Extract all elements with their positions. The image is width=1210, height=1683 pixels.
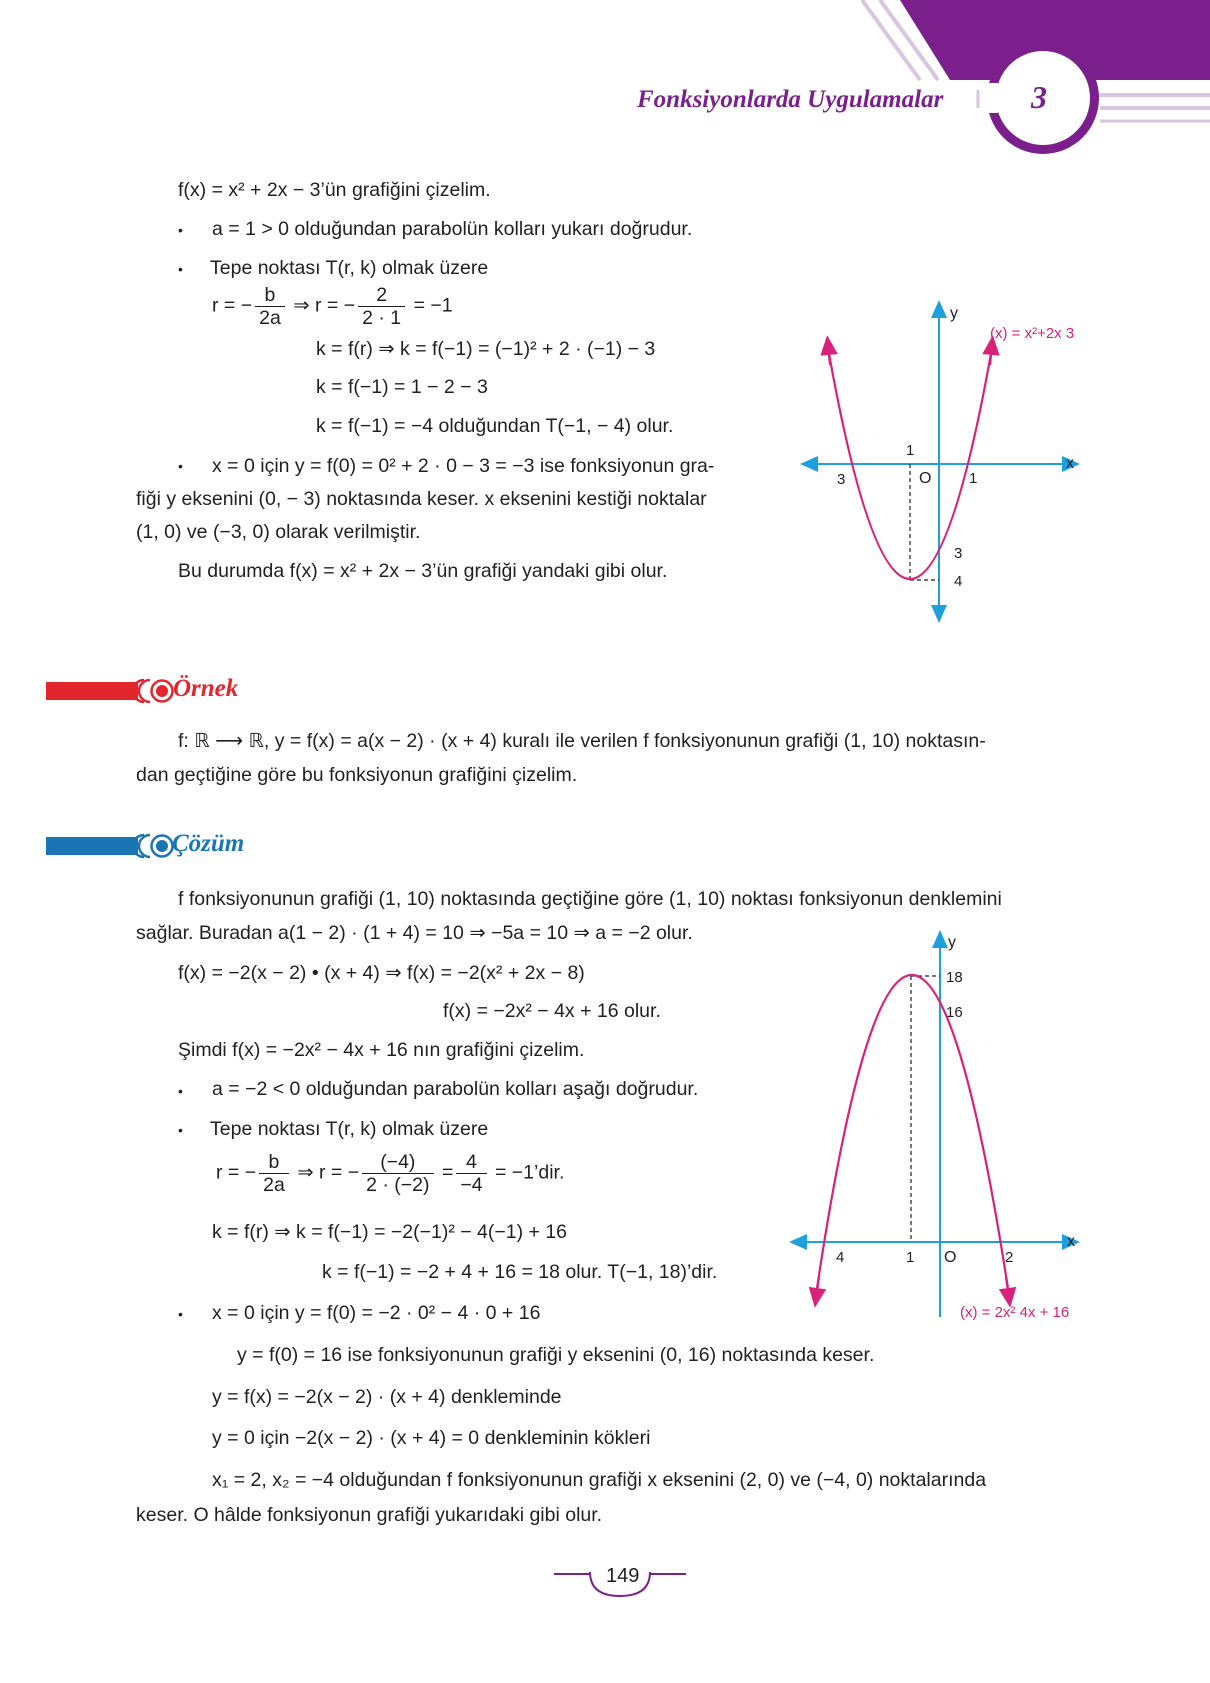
- bullet-dot: •: [178, 1306, 183, 1322]
- s1-bullet2: Tepe noktası T(r, k) olmak üzere: [210, 257, 489, 279]
- cozum-line2: sağlar. Buradan a(1 − 2) · (1 + 4) = 10 ⇒ −5a = 10 ⇒ a = −2 olur.: [136, 922, 693, 944]
- s1-bullet3-l3: (1, 0) ve (−3, 0) olarak verilmiştir.: [136, 521, 421, 543]
- curve-arrow-left: [816, 1277, 819, 1299]
- frac-num: b: [255, 284, 285, 307]
- tick-label: 18: [946, 969, 963, 986]
- fraction: [358, 284, 405, 329]
- function-label: (x) = x²+2x 3: [990, 325, 1075, 342]
- graph-1: [790, 290, 1110, 630]
- cozum-y-int: y = f(0) = 16 ise fonksiyonunun grafiği y eksenini (0, 16) noktasında keser.: [237, 1344, 875, 1366]
- header-title: Fonksiyonlarda Uygulamalar: [637, 86, 944, 113]
- page-number: 149: [606, 1565, 640, 1587]
- graph-2: [780, 925, 1100, 1325]
- frac-den: −4: [460, 1174, 483, 1196]
- cozum-k1: k = f(r) ⇒ k = f(−1) = −2(−1)² − 4(−1) + 16: [212, 1221, 568, 1243]
- s1-k3: k = f(−1) = −4 olduğundan T(−1, − 4) olur.: [316, 415, 674, 437]
- x-axis-label: x: [1066, 455, 1074, 472]
- cozum-bullet1: a = −2 < 0 olduğundan parabolün kolları aşağı doğrudur.: [212, 1078, 699, 1100]
- parabola-curve: [816, 975, 1009, 1295]
- tick-label: 4: [954, 573, 963, 590]
- s1-conclusion: Bu durumda f(x) = x² + 2x − 3’ün grafiği yandaki gibi olur.: [178, 560, 668, 582]
- bullet-dot: •: [178, 1083, 183, 1099]
- cozum-bullet3: x = 0 için y = f(0) = −2 · 0² − 4 · 0 + 16: [212, 1302, 541, 1324]
- frac-den: 2a: [263, 1174, 285, 1196]
- r-lhs: r = −: [216, 1161, 257, 1184]
- curve-arrow-right: [990, 344, 992, 365]
- s1-bullet1: a = 1 > 0 olduğundan parabolün kolları yukarı doğrudur.: [212, 218, 693, 240]
- fraction: [255, 284, 285, 329]
- tick-label: 1: [969, 470, 978, 487]
- frac-den: 2a: [259, 307, 281, 329]
- curve-arrow-left: [828, 344, 830, 365]
- cozum-y0: y = 0 için −2(x − 2) · (x + 4) = 0 denkleminin kökleri: [212, 1427, 651, 1449]
- r-lhs: r = −: [212, 294, 253, 317]
- cozum-k2: k = f(−1) = −2 + 4 + 16 = 18 olur. T(−1, 18)’dir.: [322, 1261, 718, 1283]
- tick-label: 3: [837, 471, 846, 488]
- y-axis-label: y: [950, 305, 958, 322]
- origin-label: O: [944, 1249, 957, 1266]
- tick-label: 3: [954, 545, 963, 562]
- cozum-line1: f fonksiyonunun grafiği (1, 10) noktasında geçtiğine göre (1, 10) noktası fonksiyonun denklemini: [178, 888, 1002, 910]
- frac-den: 2 · (−2): [366, 1174, 430, 1196]
- bullet-dot: •: [178, 261, 183, 277]
- cozum-eq1: f(x) = −2(x − 2) • (x + 4) ⇒ f(x) = −2(x² + 2x − 8): [178, 962, 585, 984]
- origin-label: O: [919, 470, 932, 487]
- cozum-roots-l1: x₁ = 2, x₂ = −4 olduğundan f fonksiyonunun grafiği x eksenini (2, 0) ve (−4, 0) noktalarında: [212, 1469, 987, 1491]
- frac-num: (−4): [362, 1151, 433, 1174]
- fraction: [456, 1151, 486, 1196]
- cozum-label: Çözüm: [172, 830, 245, 857]
- bullet-dot: •: [178, 1122, 183, 1138]
- cozum-heading-bar: [46, 833, 176, 859]
- ornek-line2: dan geçtiğine göre bu fonksiyonun grafiğini çizelim.: [136, 764, 578, 786]
- cozum-simdi: Şimdi f(x) = −2x² − 4x + 16 nın grafiğini çizelim.: [178, 1039, 585, 1061]
- tick-label: 4: [836, 1249, 845, 1266]
- ornek-label: Örnek: [173, 675, 239, 702]
- frac-num: b: [259, 1151, 289, 1174]
- tick-label: 2: [1005, 1249, 1014, 1266]
- frac-den: 2 · 1: [362, 307, 402, 329]
- x-axis-label: x: [1067, 1233, 1075, 1250]
- s1-k1: k = f(r) ⇒ k = f(−1) = (−1)² + 2 · (−1) − 3: [316, 338, 656, 360]
- s1-bullet3-l2: fiği y eksenini (0, − 3) noktasında keser. x eksenini kestiği noktalar: [136, 488, 707, 510]
- frac-num: 2: [358, 284, 405, 307]
- y-axis-label: y: [948, 934, 956, 951]
- s1-line1: f(x) = x² + 2x − 3’ün grafiğini çizelim.: [178, 179, 491, 201]
- fraction: [362, 1151, 433, 1196]
- s1-k2: k = f(−1) = 1 − 2 − 3: [316, 376, 488, 398]
- tick-label: 16: [946, 1004, 963, 1021]
- function-label: (x) = 2x² 4x + 16: [960, 1304, 1070, 1321]
- ornek-heading-bar: [46, 678, 176, 704]
- frac-num: 4: [456, 1151, 486, 1174]
- s1-r-formula: [212, 284, 453, 329]
- cozum-roots-l2: keser. O hâlde fonksiyonun grafiği yukarıdaki gibi olur.: [136, 1504, 603, 1526]
- tick-label: 1: [906, 442, 915, 459]
- tick-label: 1: [906, 1249, 915, 1266]
- fraction: [259, 1151, 289, 1196]
- header-decoration: [0, 0, 1210, 170]
- s1-bullet3-l1: x = 0 için y = f(0) = 0² + 2 · 0 − 3 = −3 ise fonksiyonun gra-: [212, 455, 715, 477]
- bullet-dot: •: [178, 222, 183, 238]
- cozum-eq2: f(x) = −2x² − 4x + 16 olur.: [443, 1000, 661, 1022]
- cozum-bullet2: Tepe noktası T(r, k) olmak üzere: [210, 1118, 489, 1140]
- cozum-r-formula: [216, 1151, 564, 1196]
- cozum-yfx: y = f(x) = −2(x − 2) · (x + 4) denkleminde: [212, 1386, 562, 1408]
- curve-arrow-right: [1006, 1277, 1009, 1299]
- chapter-number: 3: [1031, 79, 1047, 115]
- r-eq: =: [441, 1161, 454, 1184]
- r-mid: ⇒ r = −: [293, 294, 356, 317]
- bullet-dot: •: [178, 458, 183, 474]
- r-mid: ⇒ r = −: [297, 1161, 360, 1184]
- r-rhs: = −1: [413, 294, 453, 317]
- r-rhs: = −1’dir.: [494, 1161, 565, 1184]
- ornek-line1: f: ℝ ⟶ ℝ, y = f(x) = a(x − 2) · (x + 4) kuralı ile verilen f fonksiyonunun grafiği (1, 10) noktasın-: [178, 730, 986, 752]
